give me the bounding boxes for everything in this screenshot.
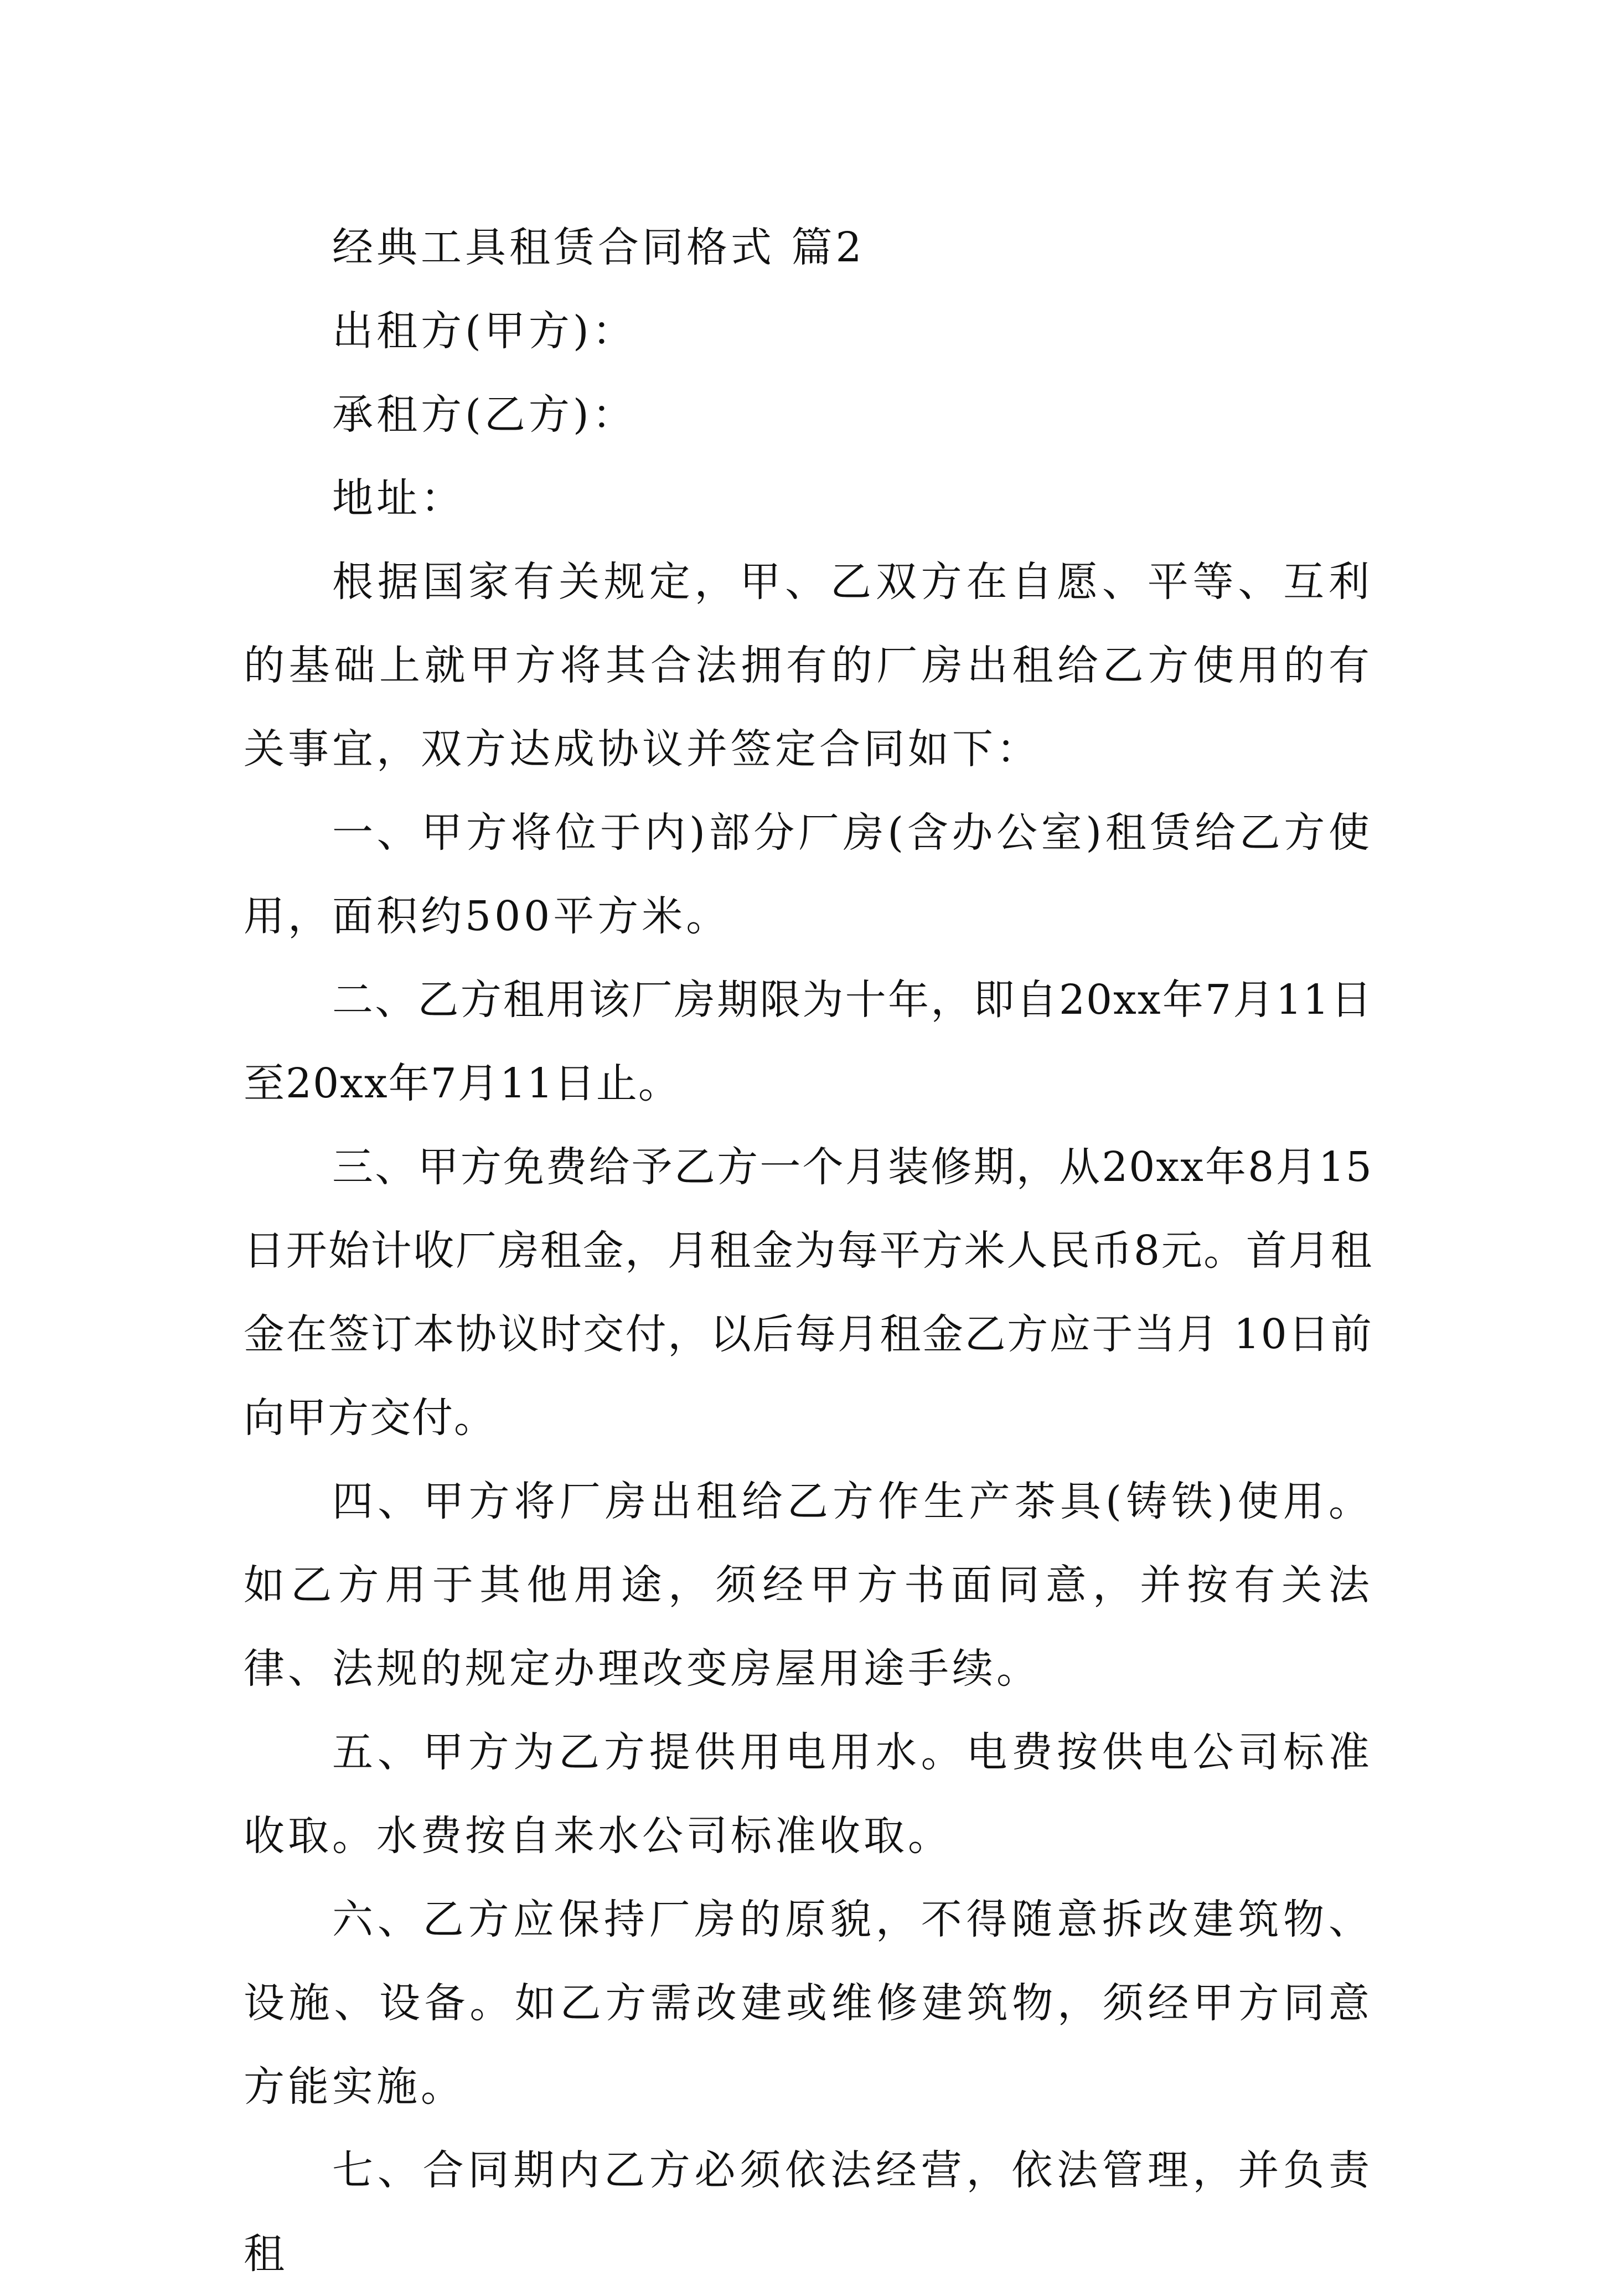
- clause-1: 一、甲方将位于内)部分厂房(含办公室)租赁给乙方使用，面积约500平方米。: [244, 809, 1373, 940]
- document-body: [244, 206, 1373, 2296]
- clause-5: 五、甲方为乙方提供用电用水。电费按供电公司标准收取。水费按自来水公司标准收取。: [244, 1729, 1373, 1860]
- clause-2: 二、乙方租用该厂房期限为十年，即自20xx年7月11日至20xx年7月11日止。: [244, 976, 1373, 1107]
- document-title: 经典工具租赁合同格式 篇2: [332, 224, 865, 271]
- clause-3: 三、甲方免费给予乙方一个月装修期，从20xx年8月15日开始计收厂房租金，月租金为每平方米人民币8元。首月租金在签订本协议时交付，以后每月租金乙方应于当月 10日前向甲方交付。: [244, 1143, 1373, 1442]
- clause-4: 四、甲方将厂房出租给乙方作生产茶具(铸铁)使用。如乙方用于其他用途，须经甲方书面同意，并按有关法律、法规的规定办理改变房屋用途手续。: [244, 1478, 1373, 1693]
- lessee-line: 承租方(乙方)：: [332, 391, 637, 438]
- lessor-line: 出租方(甲方)：: [332, 307, 637, 355]
- clause-7: 七、合同期内乙方必须依法经营，依法管理，并负责租: [244, 2147, 1373, 2278]
- address-line: 地址：: [332, 474, 465, 522]
- clause-6: 六、乙方应保持厂房的原貌，不得随意拆改建筑物、设施、设备。如乙方需改建或维修建筑物，须经甲方同意方能实施。: [244, 1896, 1373, 2111]
- intro-paragraph: 根据国家有关规定，甲、乙双方在自愿、平等、互利的基础上就甲方将其合法拥有的厂房出租给乙方使用的有关事宜，双方达成协议并签定合同如下：: [244, 558, 1373, 773]
